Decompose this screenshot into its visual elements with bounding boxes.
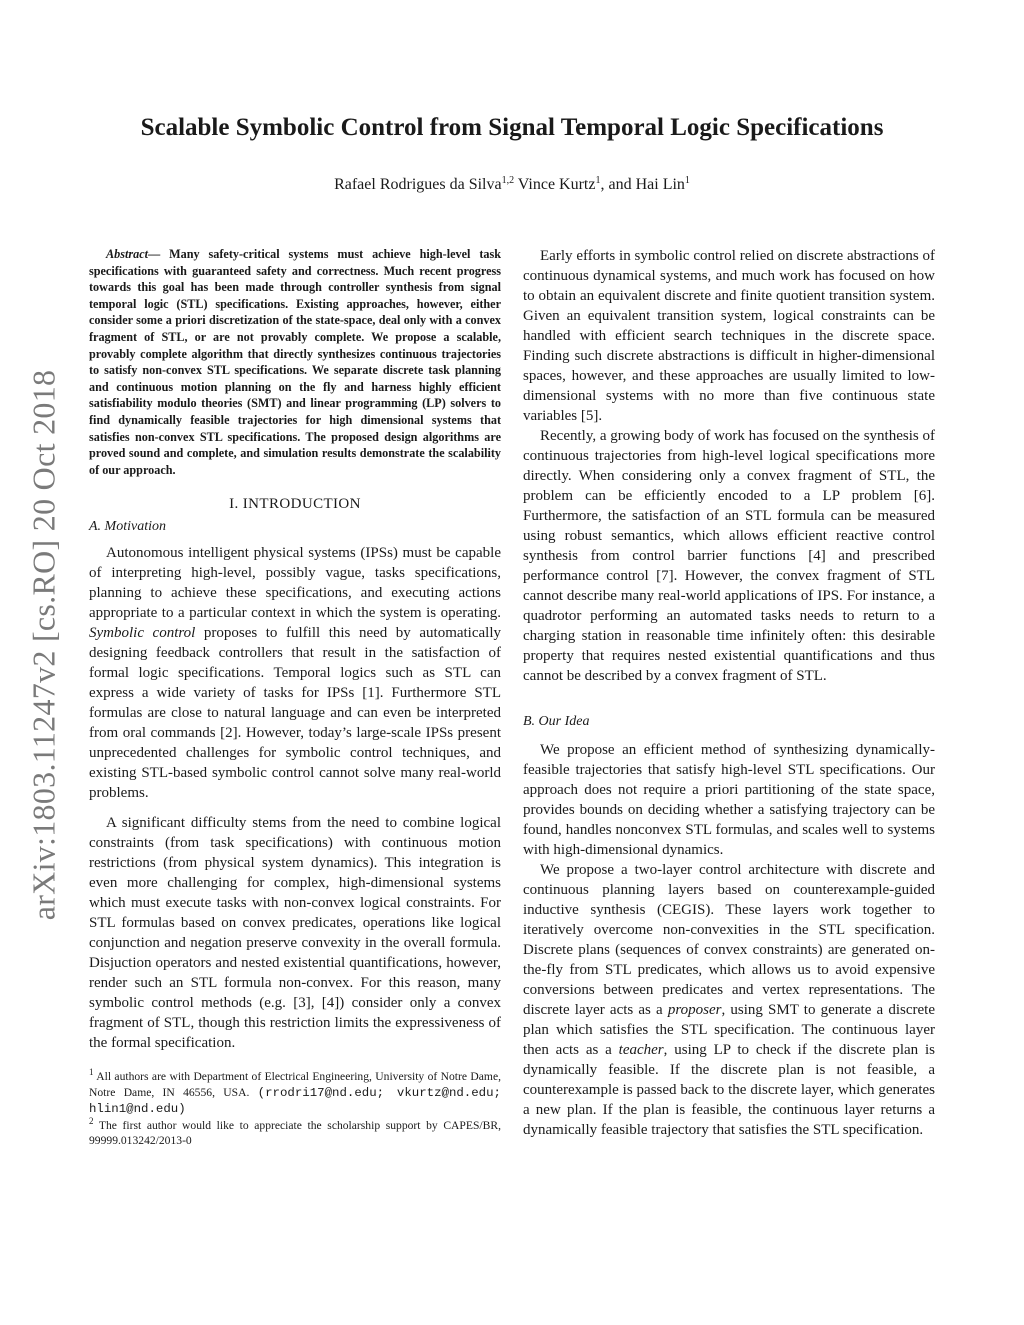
author-name: Vince Kurtz [514, 176, 596, 193]
text-run: We propose a two-layer control architecture with discrete and continuous planning layers based on counterexample-guided inductive synthesis (CEGIS). These layers work together to iteratively overcome non-convexities in the STL specification. Discrete plans (sequences of convex constraints) are generated on-the-fly from STL predicates, which allows us to avoid expensive conversions between predicates and vertex representations. The discrete layer acts as a [523, 862, 935, 1018]
footnote-mark: 1 [89, 1067, 94, 1078]
text-run: proposes to fulfill this need by automatically designing feedback controllers that result in the satisfaction of formal logic specifications. Temporal logics such as STL can express a wide variety of tasks for IPSs [1]. Furthermore STL formulas are close to natural language and can even be interpreted from oral commands [2]. However, today’s large-scale IPSs present unprecedented challenges for symbolic control techniques, and existing STL-based symbolic control cannot solve many real-world problems. [89, 625, 502, 802]
arxiv-identifier: arXiv:1803.11247v2 [cs.RO] 20 Oct 2018 [25, 369, 62, 921]
emphasis-symbolic-control: Symbolic control [89, 625, 196, 642]
spacer [89, 803, 501, 813]
subsection-heading-our-idea: B. Our Idea [523, 714, 590, 729]
abstract-text: Many safety-critical systems must achieve high-level task specifications with guaranteed safety and correctness. Much recent progress towards this goal has been made through controller synthesis from signal temporal logic (STL) specifications. Existing approaches, however, either consider some a priori discretization of the state-space, deal only with a convex fragment of STL, or are not provably complete. We propose a scalable, provably complete algorithm that directly synthesizes continuous trajectories to satisfy non-convex STL specifications. We separate discrete task planning and continuous motion planning on the fly and harness highly efficient satisfiability modulo theories (SMT) and linear programming (LP) solvers to find dynamically feasible trajectories for high dimensional systems that satisfies non-convex STL specifications. The proposed design algorithms are proved sound and complete, and simulation results demonstrate the scalability of our approach. [89, 247, 502, 477]
text-run: Autonomous intelligent physical systems (IPSs) must be capable of interpreting high-level, possibly vague, tasks specifications, planning to achieve these specifications, and executing actions appropriate to a particular context in which the system is operating. [89, 545, 501, 622]
paragraph-early-efforts: Early efforts in symbolic control relied on discrete abstractions of continuous dynamical systems, and much work has focused on how to obtain an equivalent discrete and finite quotient transition system. Given an equivalent transition system, logical constraints can be handled with efficient search techniques in the discrete space. Finding such discrete abstractions is difficult in higher-dimensional spaces, however, and these approaches are usually limited to low-dimensional systems with no more than five continuous state variables [5]. [523, 248, 935, 424]
footnote-text: All authors are with Department of Electrical Engineering, University of Notre Dame, Notre Dame, IN 46556, USA. [89, 1070, 501, 1099]
paragraph-recently: Recently, a growing body of work has focused on the synthesis of continuous trajectories from high-level logical specifications more directly. When considering only a convex fragment of STL, the problem can be efficiently encoded to a LP problem [6]. Furthermore, the satisfaction of an STL formula can be measured using robust semantics, which allows efficient reactive control synthesis from control barrier functions [4] and prescribed performance control [7]. However, the convex fragment of STL cannot describe many real-world applications of IPS. For instance, a quadrotor performing an automated tasks needs to return to a charging station in reasonable time infinitely often: this desirable property that requires nested existential quantifications and thus cannot be described by a convex fragment of STL. [523, 428, 935, 684]
author-name: , and Hai Lin [600, 176, 685, 193]
paragraph-our-idea-1: We propose an efficient method of synthesizing dynamically-feasible trajectories that satisfy high-level STL specifications. Our approach does not require a priori partitioning of the state space, provides bounds on deciding whether a satisfying trajectory can be found, handles nonconvex STL formulas, and scales well to systems with high-dimensional dynamics. [523, 742, 935, 858]
footnote-text: The first author would like to appreciate the scholarship support by CAPES/BR, 99999.013242/2013-0 [89, 1118, 501, 1148]
author-affiliation-mark: 1,2 [501, 175, 515, 186]
paper-title: Scalable Symbolic Control from Signal Temporal Logic Specifications [140, 114, 884, 141]
text-run: , using LP to check if the discrete plan is dynamically feasible. If the discrete plan is not feasible, a counterexample is passed back to the discrete layer, which generates a new plan. If the plan is feasible, the continuous layer returns a dynamically feasible trajectory that satisfies the STL specification. [523, 1042, 935, 1138]
footnote-2 [89, 1115, 501, 1149]
footnotes [89, 1069, 501, 1149]
abstract [89, 246, 501, 478]
arxiv-sidebar-stamp [14, 345, 74, 945]
author-name: Rafael Rodrigues da Silva [334, 176, 502, 193]
abstract-dash: — [147, 247, 170, 261]
author-affiliation-mark: 1 [595, 175, 601, 186]
paragraph-motivation-1 [89, 543, 501, 803]
emphasis-proposer: proposer [667, 1002, 722, 1018]
paragraph-our-idea-2 [523, 860, 935, 1140]
author-affiliation-mark: 1 [684, 175, 690, 186]
abstract-label: Abstract [106, 247, 148, 261]
paragraph-motivation-2: A significant difficulty stems from the need to combine logical constraints (from task specifications) with continuous motion restrictions (from physical system dynamics). This integration is even more challenging for complex, high-dimensional systems which must execute tasks with non-convex logical constraints. For STL formulas based on convex predicates, operations like logical conjunction and negation preserve convexity in the overall formula. Disjuction operators and nested existential quantifications, however, render such an STL formula non-convex. For this reason, many symbolic control methods (e.g. [3], [4]) consider only a convex fragment of STL, though this restriction limits the expressiveness of the formal specification. [89, 815, 501, 1052]
footnote-1 [89, 1069, 501, 1118]
subsection-heading-motivation: A. Motivation [89, 519, 166, 535]
left-column [89, 246, 501, 1149]
emphasis-teacher: teacher [618, 1042, 664, 1058]
text-run: , using SMT to generate a discrete plan which satisfies the STL specification. The continuous layer then acts as a [523, 1002, 935, 1058]
footnote-mark: 2 [89, 1115, 94, 1126]
author-emails: (rrodri17@nd.edu; vkurtz@nd.edu; hlin1@nd.edu) [89, 1085, 501, 1117]
author-line [0, 176, 1024, 194]
right-column [523, 246, 935, 1140]
section-heading-introduction: I. INTRODUCTION [229, 496, 361, 513]
